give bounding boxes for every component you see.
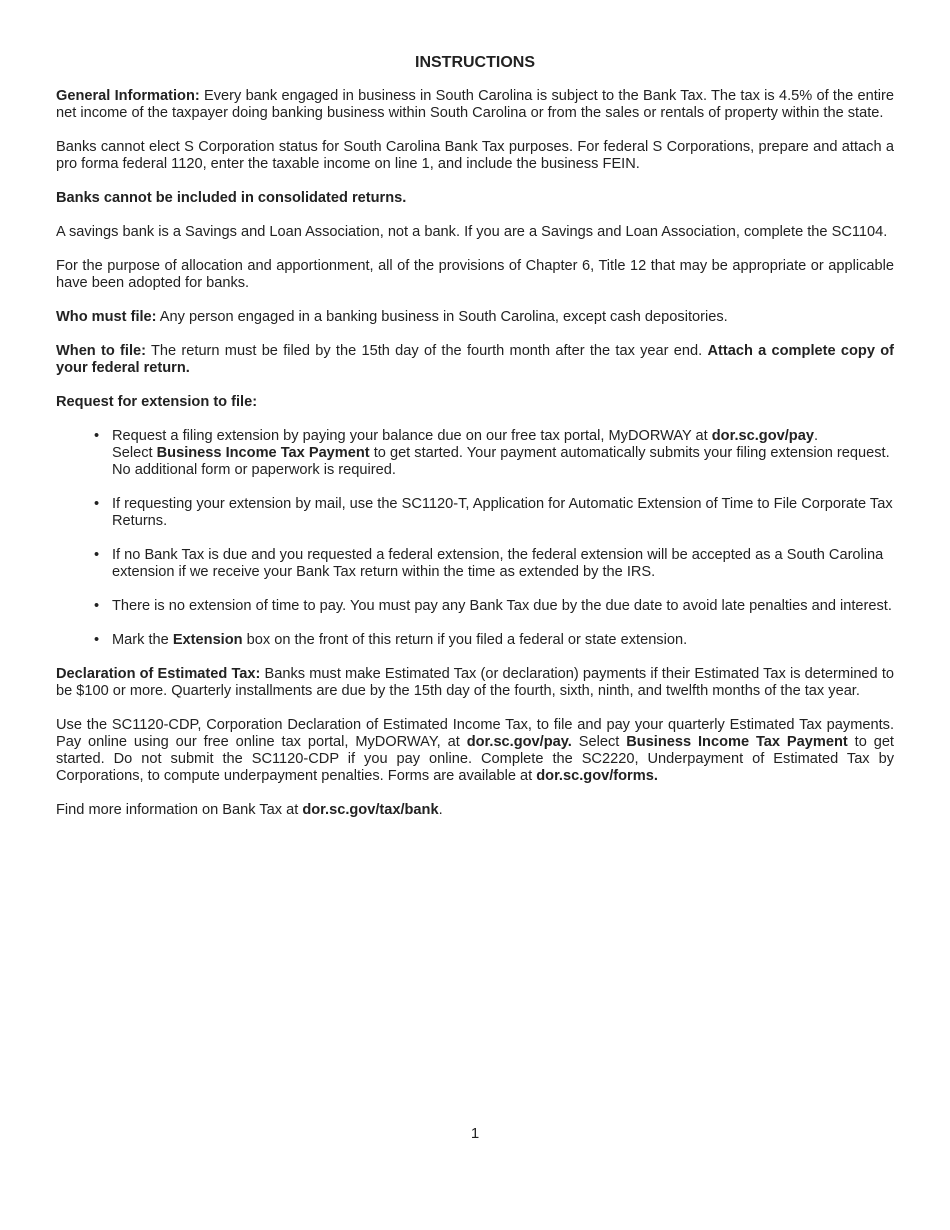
s-corporation-paragraph: Banks cannot elect S Corporation status for South Carolina Bank Tax purposes. For federal S Corporations, prepare and attach a pro forma federal 1120, enter the taxable income on line 1, and include the business FEIN. bbox=[56, 139, 894, 172]
more-information: Find more information on Bank Tax at dor.sc.gov/tax/bank. bbox=[56, 802, 443, 818]
forms-link[interactable]: dor.sc.gov/forms. bbox=[536, 768, 658, 784]
consolidated-returns-note: Banks cannot be included in consolidated returns. bbox=[56, 190, 407, 206]
who-must-file-label: Who must file: bbox=[56, 309, 157, 325]
when-to-file: When to file: The return must be filed by the 15th day of the fourth month after the tax year end. Attach a complete copy of your federal return. bbox=[56, 343, 894, 376]
bullet-icon: • bbox=[94, 547, 100, 563]
bullet-icon: • bbox=[94, 598, 100, 614]
cdp-paragraph: Use the SC1120-CDP, Corporation Declaration of Estimated Income Tax, to file and pay your quarterly Estimated Tax payments. Pay online using our free online tax portal, MyDORWAY, at dor.sc.gov/pay. Select Business Income Tax Payment to get started. Do not submit the SC1120-CDP if you pay online. Complete the SC2220, Underpayment of Estimated Tax by Corporations, to compute underpayment penalties. Forms are available at dor.sc.gov/forms. bbox=[56, 717, 894, 784]
savings-bank-paragraph: A savings bank is a Savings and Loan Association, not a bank. If you are a Savings and Loan Association, complete the SC1104. bbox=[56, 224, 888, 240]
general-information: General Information: Every bank engaged in business in South Carolina is subject to the Bank Tax. The tax is 4.5% of the entire net income of the taxpayer doing banking business within South Carolina or from the sales or rentals of property within the state. bbox=[56, 88, 894, 121]
list-item: • Mark the Extension box on the front of this return if you filed a federal or state extension. bbox=[94, 632, 688, 648]
pay-link[interactable]: dor.sc.gov/pay. bbox=[466, 734, 572, 750]
estimated-tax-label: Declaration of Estimated Tax: bbox=[56, 666, 261, 682]
extension-list bbox=[56, 428, 894, 649]
list-item: • If no Bank Tax is due and you requested a federal extension, the federal extension will be accepted as a South Carolina extension if we receive your Bank Tax return within the time as extended by the IRS. bbox=[94, 547, 884, 580]
when-to-file-label: When to file: bbox=[56, 343, 146, 359]
pay-link[interactable]: dor.sc.gov/pay bbox=[711, 428, 814, 444]
extension-heading: Request for extension to file: bbox=[56, 394, 258, 410]
list-item: • Request a filing extension by paying your balance due on our free tax portal, MyDORWAY at dor.sc.gov/pay. Select Business Income Tax Payment to get started. Your payment automatically submits your filing extension request. No additional form or paperwork is required. bbox=[94, 428, 890, 478]
estimated-tax-paragraph: Declaration of Estimated Tax: Banks must make Estimated Tax (or declaration) payments if their Estimated Tax is determined to be $100 or more. Quarterly installments are due by the 15th day of the fourth, sixth, ninth, and twelfth months of the tax year. bbox=[56, 666, 894, 699]
bullet-icon: • bbox=[94, 632, 100, 648]
general-information-label: General Information: bbox=[56, 88, 200, 104]
page-title: INSTRUCTIONS bbox=[415, 54, 535, 71]
allocation-paragraph: For the purpose of allocation and apportionment, all of the provisions of Chapter 6, Title 12 that may be appropriate or applicable have been adopted for banks. bbox=[56, 258, 894, 291]
list-item: • If requesting your extension by mail, use the SC1120-T, Application for Automatic Extension of Time to File Corporate Tax Returns. bbox=[94, 496, 893, 529]
list-item: • There is no extension of time to pay. You must pay any Bank Tax due by the due date to avoid late penalties and interest. bbox=[94, 598, 892, 614]
bullet-icon: • bbox=[94, 428, 100, 444]
bullet-icon: • bbox=[94, 496, 100, 512]
page-number: 1 bbox=[470, 1125, 480, 1142]
instructions-page bbox=[56, 53, 894, 836]
bank-tax-link[interactable]: dor.sc.gov/tax/bank bbox=[302, 802, 439, 818]
who-must-file: Who must file: Any person engaged in a banking business in South Carolina, except cash depositories. bbox=[56, 309, 728, 325]
